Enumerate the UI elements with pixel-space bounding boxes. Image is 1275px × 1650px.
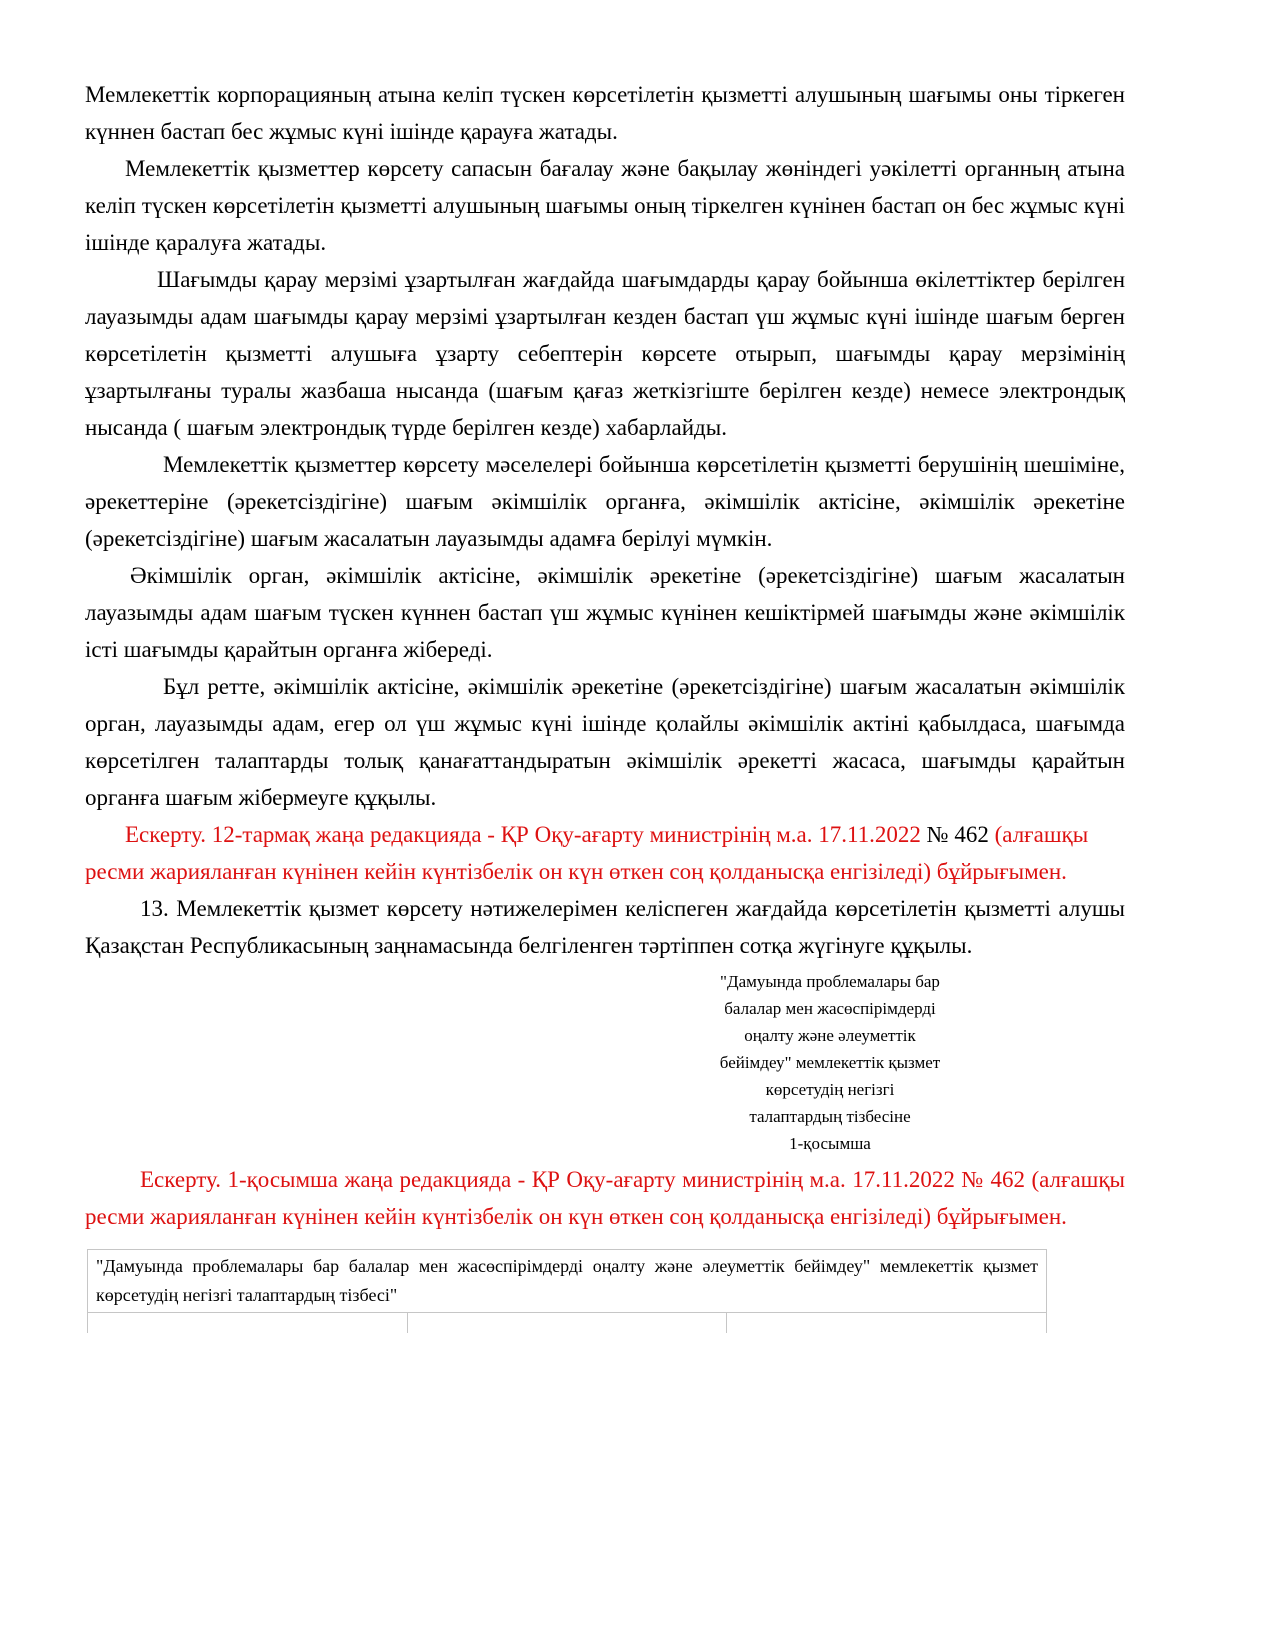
note-12-red-lead: Ескерту. 12-тармақ жаңа редакцияда - ҚР Оқу-ағарту министрінің м.а. 17.11.2022 bbox=[125, 822, 927, 847]
body-paragraph-13: 13. Мемлекеттік қызмет көрсету нәтижелерімен келіспеген жағдайда көрсетілетін қызметті алушы Қазақстан Республикасының заңнамасында белгіленген тәртіппен сотқа жүгінуге құқылы. bbox=[85, 896, 1125, 958]
appendix-ref-line: "Дамуында проблемалары бар bbox=[720, 972, 940, 991]
body-paragraph-4: Мемлекеттік қызметтер көрсету мәселелері бойынша көрсетілетін қызметті берушінің шешіміне, әрекеттеріне (әрекетсіздігіне) шағым әкімшілік органға, әкімшілік актісіне, әкімшілік әрекетіне (әрекетсіздігіне) шағым жасалатын лауазымды адамға берілуі мүмкін. bbox=[85, 452, 1125, 551]
note-point-12 bbox=[85, 816, 1125, 890]
note-appendix-1: Ескерту. 1-қосымша жаңа редакцияда - ҚР Оқу-ағарту министрінің м.а. 17.11.2022 № 462 (алғашқы ресми жарияланған күнінен кейін күнтізбелік он күн өткен соң қолданысқа енгізіледі) бұйрығымен. bbox=[85, 1167, 1125, 1229]
document-page bbox=[85, 76, 1125, 1333]
table-cell bbox=[88, 1313, 408, 1334]
body-paragraph-5: Әкімшілік орган, әкімшілік актісіне, әкімшілік әрекетіне (әрекетсіздігіне) шағым жасалатын лауазымды адам шағым түскен күннен бастап үш жұмыс күнінен кешіктірмей шағымды және әкімшілік істі шағымды қарайтын органға жібереді. bbox=[85, 563, 1125, 662]
table-cell bbox=[727, 1313, 1047, 1334]
appendix-ref-line: бейімдеу" мемлекеттік қызмет bbox=[719, 1053, 941, 1072]
appendix-ref-line: 1-қосымша bbox=[789, 1134, 871, 1153]
table-title-cell: "Дамуында проблемалары бар балалар мен жасөспірімдерді оңалту және әлеуметтік бейімдеу" мемлекеттік қызмет көрсетудің негізгі талаптардың тізбесі" bbox=[88, 1250, 1047, 1313]
appendix-ref-line: оңалту және әлеуметтік bbox=[744, 1026, 916, 1045]
table-row bbox=[88, 1313, 1047, 1334]
requirements-table-container bbox=[87, 1249, 1125, 1333]
body-paragraph-3: Шағымды қарау мерзімі ұзартылған жағдайда шағымдарды қарау бойынша өкілеттіктер берілген лауазымды адам шағымды қарау мерзімі ұзартылған кезден бастап үш жұмыс күні ішінде шағым берген көрсетілетін қызметті алушыға ұзарту себептерін көрсете отырып, шағымды қарау мерзімінің ұзартылғаны туралы жазбаша нысанда (шағым қағаз жеткізгіште берілген кезде) немесе электрондық нысанда ( шағым электрондық түрде берілген кезде) хабарлайды. bbox=[85, 267, 1125, 440]
appendix-ref-line: көрсетудің негізгі bbox=[765, 1080, 895, 1099]
note-12-red-tail: (алғашқы ресми жарияланған күнінен кейін күнтізбелік он күн өткен соң қолданысқа енгізіледі) бұйрығымен. bbox=[85, 822, 1089, 884]
appendix-ref-line: талаптардың тізбесіне bbox=[749, 1107, 911, 1126]
table-cell bbox=[407, 1313, 727, 1334]
table-title-row bbox=[88, 1250, 1047, 1313]
body-paragraph-2: Мемлекеттік қызметтер көрсету сапасын бағалау және бақылау жөніндегі уәкілетті органның атына келіп түскен көрсетілетін қызметті алушының шағымы оның тіркелген күнінен бастап он бес жұмыс күні ішінде қаралуға жатады. bbox=[85, 156, 1125, 255]
appendix-reference-block bbox=[650, 968, 1010, 1157]
appendix-ref-line: балалар мен жасөспірімдерді bbox=[724, 999, 936, 1018]
requirements-table bbox=[87, 1249, 1047, 1333]
body-paragraph-1: Мемлекеттік корпорацияның атына келіп түскен көрсетілетін қызметті алушының шағымы оны тіркеген күннен бастап бес жұмыс күні ішінде қарауға жатады. bbox=[85, 82, 1125, 144]
note-12-order-number: № 462 bbox=[926, 822, 995, 847]
body-paragraph-6: Бұл ретте, әкімшілік актісіне, әкімшілік әрекетіне (әрекетсіздігіне) шағым жасалатын әкімшілік орган, лауазымды адам, егер ол үш жұмыс күні ішінде қолайлы әкімшілік актіні қабылдаса, шағымда көрсетілген талаптарды толық қанағаттандыратын әкімшілік әрекетті жасаса, шағымды қарайтын органға шағым жібермеуге құқылы. bbox=[85, 674, 1125, 810]
